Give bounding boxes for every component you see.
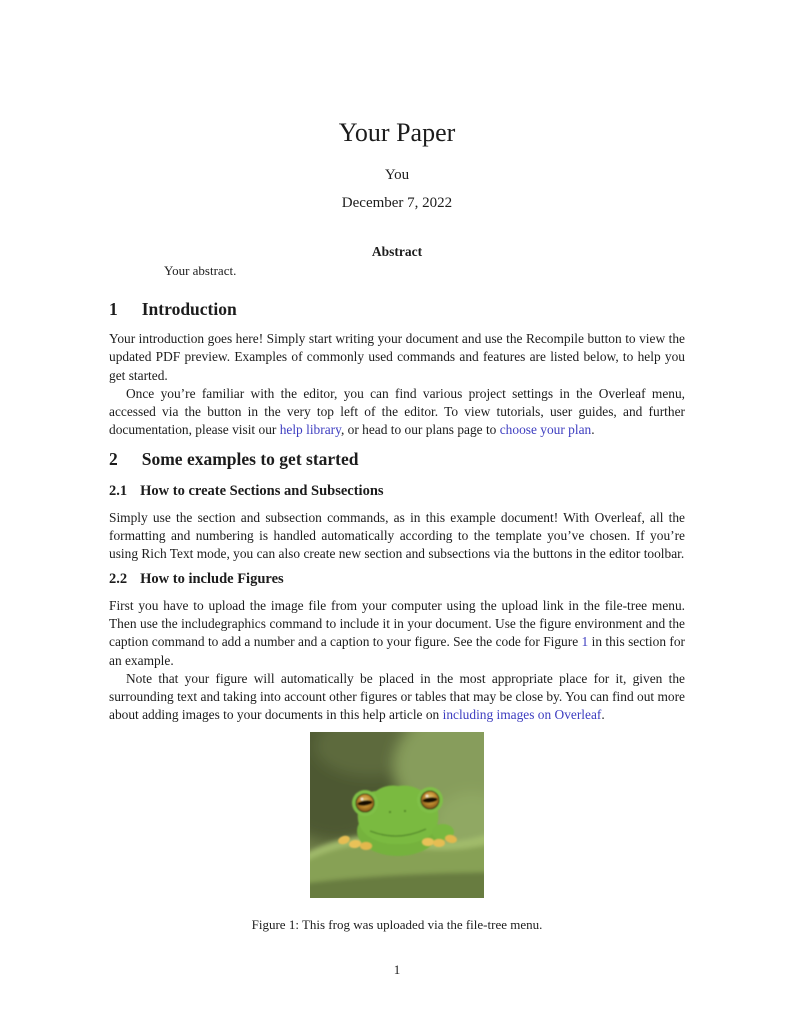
figures-p1-text-b: in this section for an example. (109, 634, 685, 668)
intro-p2-text-b: , or head to our plans page to (340, 422, 500, 438)
intro-paragraph-2 (109, 385, 685, 440)
page-content (109, 118, 685, 979)
figure-1-reference-link[interactable]: 1 (581, 634, 589, 650)
abstract-heading: Abstract (371, 244, 423, 259)
subsection-2-2-number: 2.2 (109, 570, 128, 587)
figure-1-container (109, 732, 685, 898)
subsection-2-2-heading (109, 570, 685, 588)
figures-paragraph-1 (109, 597, 685, 670)
choose-your-plan-link[interactable]: choose your plan (499, 422, 592, 438)
section-1-heading (109, 298, 685, 320)
subsection-2-2-title: How to include Figures (140, 570, 284, 587)
section-2-heading (109, 448, 685, 470)
intro-p2-text-c: . (591, 422, 595, 438)
page-number: 1 (393, 961, 401, 977)
paper-date: December 7, 2022 (341, 195, 453, 211)
frog-photo (310, 732, 484, 898)
figures-p2-text-a: Note that your figure will automatically be placed in the most appropriate place for it, given the surrounding text and taking into account other figures or tables that may be close by. You can find out more about adding images to your documents in this help article on (109, 670, 685, 723)
figures-paragraph-2 (109, 670, 685, 725)
intro-paragraph-1: Your introduction goes here! Simply start writing your document and use the Recompile button to view the updated PDF preview. Examples of commonly used commands and features are listed below, to help you get started. (109, 331, 685, 383)
paper-author: You (384, 167, 410, 183)
figures-p1-text-a: First you have to upload the image file from your computer using the upload link in the file-tree menu. Then use the includegraphics command to include it in your document. Use the figure environment and the caption command to add a number and a caption to your figure. See the code for Figure (109, 597, 685, 650)
including-images-link[interactable]: including images on Overleaf (442, 707, 602, 723)
help-library-link[interactable]: help library (279, 422, 341, 438)
section-1-title: Introduction (141, 299, 237, 319)
paper-title: Your Paper (338, 118, 456, 147)
subsection-2-1-paragraph: Simply use the section and subsection commands, as in this example document! With Overleaf, all the formatting and numbering is handled automatically according to the template you’ve chosen. If you’re using Rich Text mode, you can also create new section and subsections via the buttons in the editor toolbar. (109, 509, 685, 562)
section-2-number: 2 (109, 448, 118, 469)
figures-p2-text-b: . (601, 707, 605, 723)
abstract-text: Your abstract. (164, 263, 237, 278)
subsection-2-1-number: 2.1 (109, 482, 128, 499)
figure-caption: Figure 1: This frog was uploaded via the file-tree menu. (251, 916, 543, 932)
subsection-2-1-title: How to create Sections and Subsections (140, 482, 384, 499)
intro-p2-text-a: Once you’re familiar with the editor, you can find various project settings in the Overleaf menu, accessed via the button in the very top left of the editor. To view tutorials, user guides, and further documentation, please visit our (109, 385, 685, 438)
section-2-title: Some examples to get started (141, 448, 359, 469)
section-1-number: 1 (109, 299, 118, 319)
subsection-2-1-heading (109, 482, 685, 500)
